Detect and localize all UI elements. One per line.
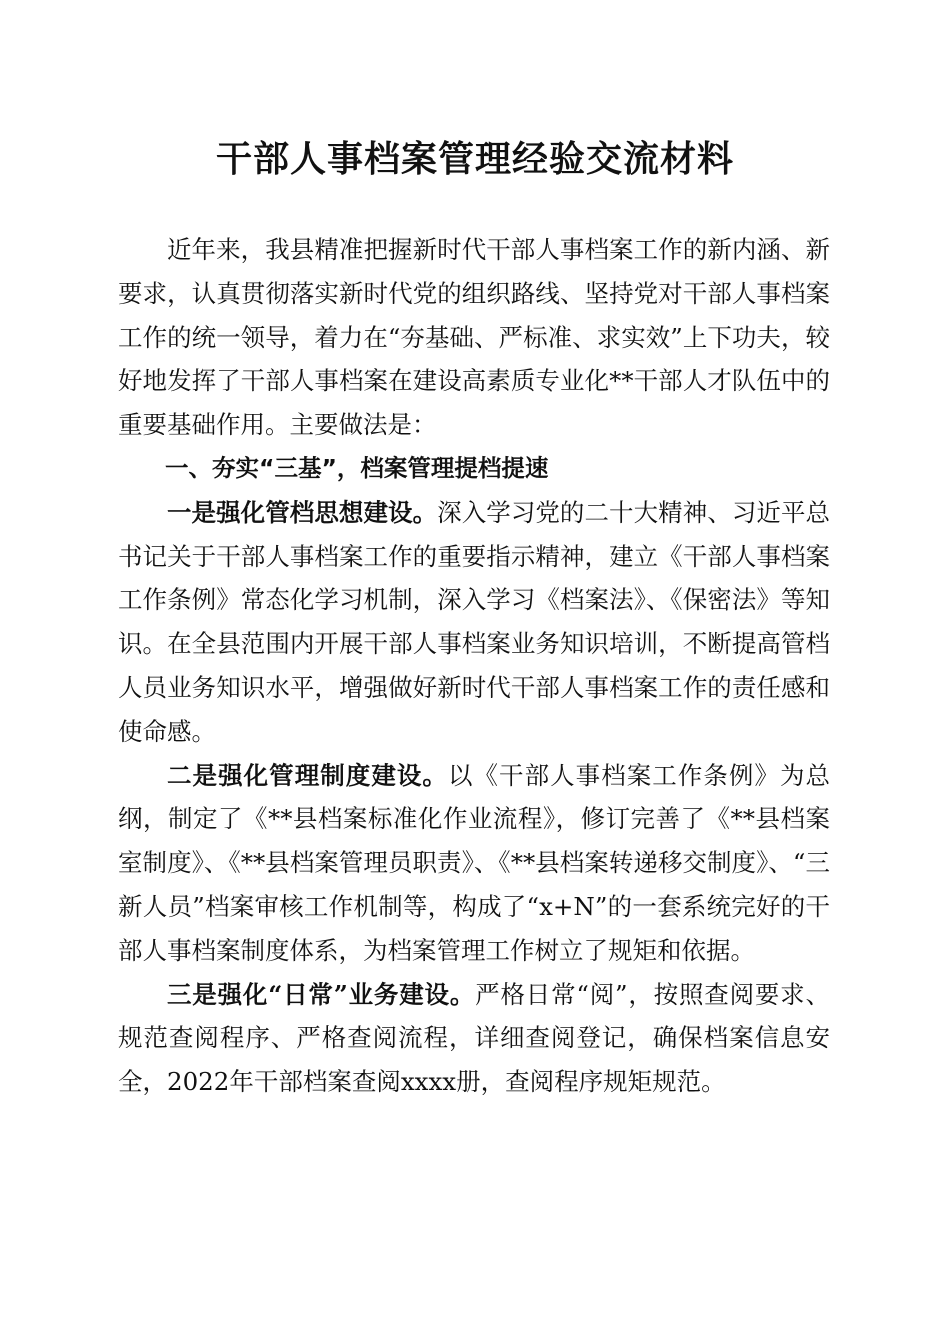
paragraph-1 <box>118 491 830 754</box>
paragraph-1-text: 深入学习党的二十大精神、习近平总书记关于干部人事档案工作的重要指示精神，建立《干部人事档案工作条例》常态化学习机制，深入学习《档案法》、《保密法》等知识。在全县范围内开展干部人事档案业务知识培训，不断提高管档人员业务知识水平，增强做好新时代干部人事档案工作的责任感和使命感。 <box>118 497 831 746</box>
paragraph-2 <box>118 754 830 973</box>
intro-paragraph: 近年来，我县精准把握新时代干部人事档案工作的新内涵、新要求，认真贯彻落实新时代党的组织路线、坚持党对干部人事档案工作的统一领导，着力在“夯基础、严标准、求实效”上下功夫，较好地发挥了干部人事档案在建设高素质专业化**干部人才队伍中的重要基础作用。主要做法是： <box>118 235 830 440</box>
paragraph-3 <box>118 973 830 1104</box>
document-body <box>118 228 830 1104</box>
paragraph-2-text: 以《干部人事档案工作条例》为总纲，制定了《**县档案标准化作业流程》，修订完善了《**县档案室制度》、《**县档案管理员职责》、《**县档案转递移交制度》、“三新人员”档案审核工作机制等，构成了“x+N”的一套系统完好的干部人事档案制度体系，为档案管理工作树立了规矩和依据。 <box>118 760 831 965</box>
document-title: 干部人事档案管理经验交流材料 <box>215 138 734 180</box>
paragraph-2-lead: 二是强化管理制度建设。 <box>167 760 448 790</box>
paragraph-3-lead: 三是强化“日常”业务建设。 <box>167 979 476 1009</box>
paragraph-1-lead: 一是强化管档思想建设。 <box>167 497 438 527</box>
paragraph-3-text: 严格日常“阅”，按照查阅要求、规范查阅程序、严格查阅流程，详细查阅登记，确保档案信息安全，2022年干部档案查阅xxxx册，查阅程序规矩规范。 <box>118 979 830 1097</box>
section-1-heading: 一、夯实“三基”，档案管理提档提速 <box>165 453 549 482</box>
